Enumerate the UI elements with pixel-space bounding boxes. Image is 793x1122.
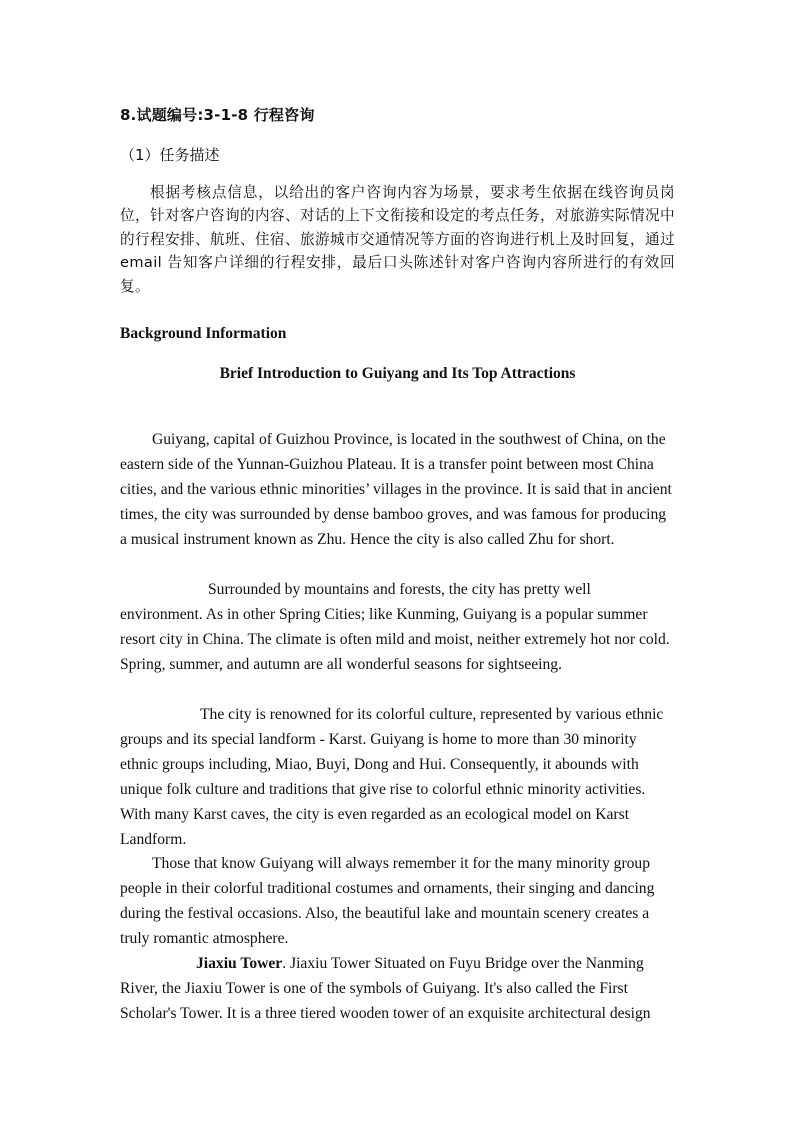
background-information-label: Background Information bbox=[120, 325, 287, 342]
section-heading: 8.试题编号:3-1-8 行程咨询 bbox=[120, 106, 315, 124]
paragraph-environment: Surrounded by mountains and forests, the city has pretty well environment. As in other Spring Cities; like Kunming, Guiyang is a popular summer resort city in China. The climate is often mild and moist, neither extremely hot nor cold. Spring, summer, and autumn are all wonderful seasons for sightseeing. bbox=[120, 581, 670, 673]
paragraph-guiyang-intro: Guiyang, capital of Guizhou Province, is located in the southwest of China, on the eastern side of the Yunnan-Guizhou Plateau. It is a transfer point between most China cities, and the various ethnic minorities’ villages in the province. It is said that in ancient times, the city was surrounded by dense bamboo groves, and was famous for producing a musical instrument known as Zhu. Hence the city is also called Zhu for short. bbox=[120, 431, 672, 548]
attraction-name: Jiaxiu Tower bbox=[196, 955, 283, 972]
paragraph-memories: Those that know Guiyang will always remember it for the many minority group people in their colorful traditional costumes and ornaments, their singing and dancing during the festival occasions. Also, the beautiful lake and mountain scenery creates a truly romantic atmosphere. bbox=[120, 855, 655, 947]
article-title: Brief Introduction to Guiyang and Its Top Attractions bbox=[219, 365, 576, 382]
task-description-text: 根据考核点信息，以给出的客户咨询内容为场景，要求考生依据在线咨询员岗位，针对客户咨询的内容、对话的上下文衔接和设定的考点任务，对旅游实际情况中的行程安排、航班、住宿、旅游城市交通情况等方面的咨询进行机上及时回复，通过 email 告知客户详细的行程安排，最后口头陈述针对客户咨询内容所进行的有效回复。 bbox=[120, 184, 675, 295]
task-description-heading: （1）任务描述 bbox=[120, 146, 220, 164]
paragraph-jiaxiu-tower bbox=[120, 952, 675, 1027]
paragraph-culture: The city is renowned for its colorful culture, represented by various ethnic groups and its special landform - Karst. Guiyang is home to more than 30 minority ethnic groups including, Miao, Buyi, Dong and Hui. Consequently, it abounds with unique folk culture and traditions that give rise to colorful ethnic minority activities. With many Karst caves, the city is even regarded as an ecological model on Karst Landform. bbox=[120, 706, 664, 848]
attraction-description: . Jiaxiu Tower Situated on Fuyu Bridge over the Nanming River, the Jiaxiu Tower is one of the symbols of Guiyang. It's also called the First Scholar's Tower. It is a three tiered wooden tower of an exquisite architectural design bbox=[120, 955, 651, 1022]
